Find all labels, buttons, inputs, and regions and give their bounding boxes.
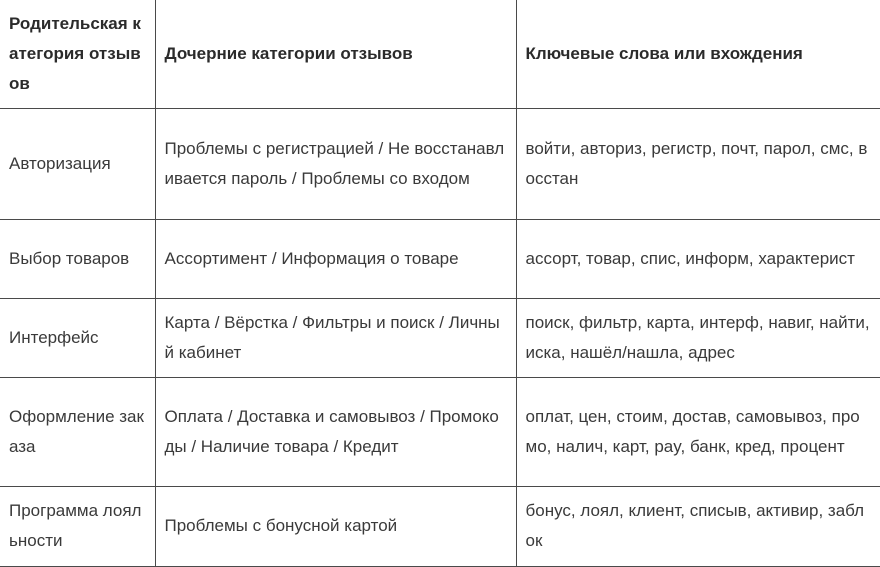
cell-keywords: оплат, цен, стоим, достав, самовывоз, промо, налич, карт, pay, банк, кред, процент — [516, 377, 880, 486]
table-row — [0, 298, 880, 377]
cell-parent-category: Авторизация — [0, 108, 155, 219]
header-child-categories: Дочерние категории отзывов — [155, 0, 516, 108]
header-parent-category: Родительская категория отзывов — [0, 0, 155, 108]
cell-keywords: ассорт, товар, спис, информ, характерист — [516, 219, 880, 298]
header-keywords: Ключевые слова или вхождения — [516, 0, 880, 108]
cell-keywords: войти, авториз, регистр, почт, парол, смс, восстан — [516, 108, 880, 219]
cell-parent-category: Выбор товаров — [0, 219, 155, 298]
table-header-row — [0, 0, 880, 108]
cell-child-categories: Оплата / Доставка и самовывоз / Промокоды / Наличие товара / Кредит — [155, 377, 516, 486]
table-row — [0, 108, 880, 219]
cell-child-categories: Проблемы с регистрацией / Не восстанавливается пароль / Проблемы со входом — [155, 108, 516, 219]
cell-child-categories: Проблемы с бонусной картой — [155, 486, 516, 566]
cell-parent-category: Интерфейс — [0, 298, 155, 377]
cell-child-categories: Ассортимент / Информация о товаре — [155, 219, 516, 298]
cell-child-categories: Карта / Вёрстка / Фильтры и поиск / Личный кабинет — [155, 298, 516, 377]
cell-keywords: бонус, лоял, клиент, списыв, активир, заблок — [516, 486, 880, 566]
cell-parent-category: Программа лояльности — [0, 486, 155, 566]
table-row — [0, 486, 880, 566]
cell-keywords: поиск, фильтр, карта, интерф, навиг, найти, иска, нашёл/нашла, адрес — [516, 298, 880, 377]
table-row — [0, 377, 880, 486]
cell-parent-category: Оформление заказа — [0, 377, 155, 486]
table-row — [0, 219, 880, 298]
